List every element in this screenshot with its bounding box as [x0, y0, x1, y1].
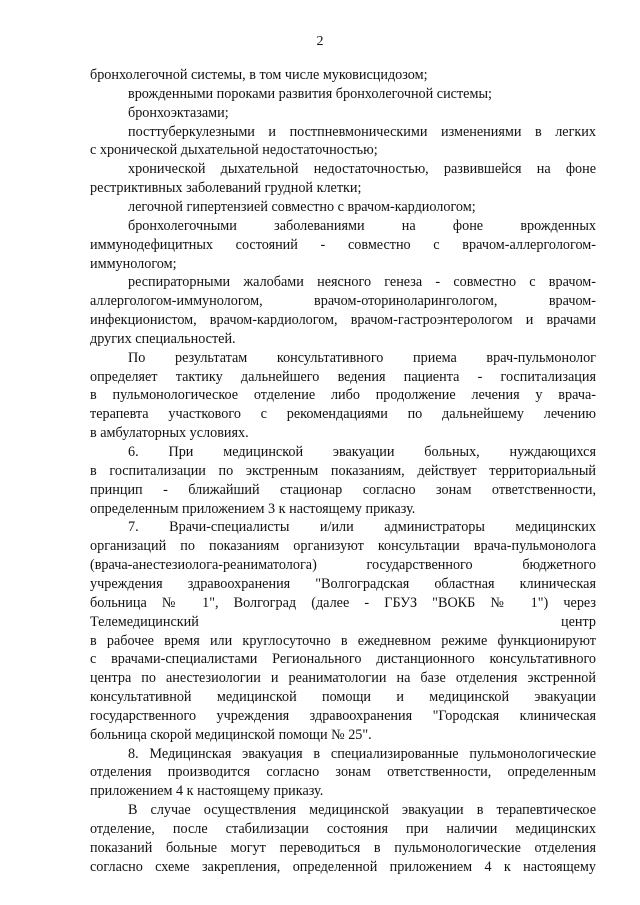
text-line: 8. Медицинская эвакуация в специализированные пульмонологические: [128, 745, 596, 762]
text-line: рестриктивных заболеваний грудной клетки;: [90, 180, 362, 197]
page-number: 2: [316, 34, 324, 49]
text-line: бронхоэктазами;: [128, 104, 229, 121]
text-line: определяет тактику дальнейшего ведения пациента - госпитализация: [90, 368, 596, 385]
text-line: в пульмонологическое отделение либо продолжение лечения у врача-: [90, 387, 596, 404]
text-line: определенным приложением 3 к настоящему приказу.: [90, 500, 416, 517]
text-line: отделения производится согласно зонам ответственности, определенным: [90, 764, 596, 781]
text-line: бронхолегочными заболеваниями на фоне врожденных: [128, 217, 596, 234]
text-line: инфекционистом, врачом-кардиологом, врачом-гастроэнтерологом и врачами: [90, 312, 596, 329]
text-line: По результатам консультативного приема врач-пульмонолог: [128, 349, 596, 366]
text-line: в рабочее время или круглосуточно в ежедневном режиме функционируют: [90, 632, 596, 649]
text-line: согласно схеме закрепления, определенной приложением 4 к настоящему: [90, 858, 596, 875]
text-line: организаций по показаниям организуют консультации врача-пульмонолога: [90, 538, 596, 555]
text-line: в госпитализации по экстренным показаниям, действует территориальный: [90, 462, 596, 479]
text-line: врожденными пороками развития бронхолегочной системы;: [128, 85, 492, 102]
text-line: респираторными жалобами неясного генеза - совместно с врачом-: [128, 274, 596, 291]
text-line: больница № 1", Волгоград (далее - ГБУЗ "ВОКБ № 1") через: [90, 594, 596, 611]
text-line: Телемедицинский центр: [90, 613, 596, 630]
text-line: центра по анестезиологии и реаниматологии на базе отделения экстренной: [90, 670, 596, 687]
text-line: с врачами-специалистами Регионального дистанционного консультативного: [90, 651, 596, 668]
text-line: иммунологом;: [90, 255, 177, 272]
text-line: учреждения здравоохранения "Волгоградская областная клиническая: [90, 575, 596, 592]
text-line: В случае осуществления медицинской эвакуации в терапевтическое: [128, 802, 596, 819]
text-line: хронической дыхательной недостаточностью, развившейся на фоне: [128, 161, 596, 178]
text-line: с хронической дыхательной недостаточностью;: [90, 142, 378, 159]
text-line: (врача-анестезиолога-реаниматолога) государственного бюджетного: [90, 557, 596, 574]
text-line: государственного учреждения здравоохранения "Городская клиническая: [90, 707, 596, 724]
text-line: 6. При медицинской эвакуации больных, нуждающихся: [128, 444, 596, 460]
text-line: 7. Врачи-специалисты и/или администраторы медицинских: [128, 519, 596, 536]
text-line: показаний больные могут переводиться в пульмонологические отделения: [90, 839, 596, 856]
text-line: легочной гипертензией совместно с врачом-кардиологом;: [128, 198, 476, 215]
text-line: других специальностей.: [90, 330, 236, 347]
text-line: посттуберкулезными и постпневмоническими изменениями в легких: [128, 123, 596, 140]
text-line: больница скорой медицинской помощи № 25".: [90, 726, 372, 743]
text-line: отделение, после стабилизации состояния при наличии медицинских: [90, 821, 596, 837]
text-line: принцип - ближайший стационар согласно зонам ответственности,: [90, 481, 596, 498]
text-line: иммунодефицитных состояний - совместно с врачом-аллергологом-: [90, 236, 596, 253]
text-line: терапевта участкового с рекомендациями по дальнейшему лечению: [90, 406, 596, 423]
text-line: приложением 4 к настоящему приказу.: [90, 783, 324, 800]
text-line: в амбулаторных условиях.: [90, 425, 249, 442]
text-line: консультативной медицинской помощи и медицинской эвакуации: [90, 689, 596, 706]
text-line: аллергологом-иммунологом, врачом-оториноларингологом, врачом-: [90, 293, 596, 310]
text-line: бронхолегочной системы, в том числе муковисцидозом;: [90, 67, 428, 83]
